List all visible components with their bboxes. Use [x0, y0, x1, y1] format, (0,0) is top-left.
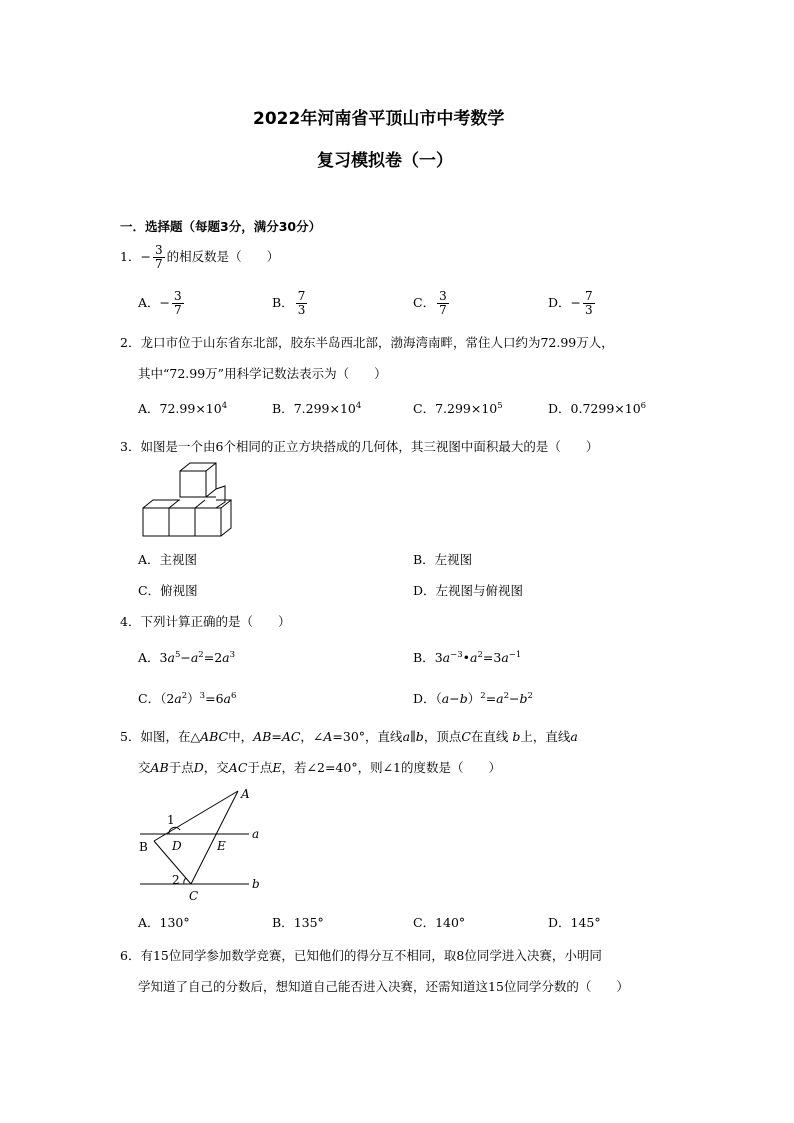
angle-2-arc	[184, 878, 186, 884]
q2-option-d[interactable]	[548, 403, 646, 416]
label-1: 1	[167, 813, 175, 827]
q1-option-a[interactable]	[138, 290, 186, 317]
option-label: B．	[272, 295, 294, 311]
option-value: 145°	[570, 915, 601, 930]
fraction-denominator: 7	[154, 257, 163, 271]
q3-option-c[interactable]: C．俯视图	[138, 583, 198, 598]
option-base: 0.7299×10	[570, 401, 641, 416]
option-value: 140°	[435, 915, 466, 930]
option-label: C．	[413, 295, 436, 311]
option-fraction	[437, 290, 449, 317]
title-line-1: 2022年河南省平顶山市中考数学	[253, 109, 505, 129]
question-2-line-1: 2．龙口市位于山东省东北部，胶东半岛西北部，渤海湾南畔，常住人口约为72.99万人，	[120, 335, 614, 350]
option-label: B．	[413, 650, 435, 665]
fraction-numerator: 3	[174, 289, 182, 303]
q5-option-a[interactable]	[138, 917, 190, 930]
option-exponent: 4	[355, 401, 362, 411]
option-label: C．	[413, 915, 436, 930]
option-base: 72.99×10	[159, 401, 222, 416]
option-base: 7.299×10	[293, 401, 356, 416]
cube-solid-figure	[138, 462, 238, 542]
option-value: 135°	[293, 915, 324, 930]
option-exponent: 6	[640, 401, 647, 411]
fraction-numerator: 3	[439, 289, 447, 303]
question-1-stem	[120, 244, 279, 271]
fraction-numerator: 7	[297, 289, 306, 303]
stem-text: 的相反数是（ ）	[166, 249, 280, 265]
question-2-line-2: 其中“72.99万”用科学记数法表示为（ ）	[138, 366, 387, 381]
fraction-denominator: 3	[585, 303, 593, 317]
option-label: A．	[138, 915, 160, 930]
option-label: B．	[272, 401, 294, 416]
label-C: C	[189, 889, 199, 903]
option-exponent: 4	[221, 401, 228, 411]
option-label: D．	[548, 401, 571, 416]
section-header: 一．选择题（每题3分，满分30分）	[120, 219, 322, 234]
q1-option-d[interactable]	[548, 290, 597, 317]
q2-option-a[interactable]	[138, 403, 227, 416]
question-number: 1．	[120, 249, 141, 265]
q2-option-b[interactable]	[272, 403, 361, 416]
q4-option-b[interactable]: B．$3a^{-3}•a^2=3a^{-1}$	[413, 650, 522, 665]
option-fraction	[296, 290, 308, 317]
option-label: A．	[138, 650, 160, 665]
option-value: 130°	[159, 915, 190, 930]
label-A: A	[241, 787, 250, 801]
q2-option-c[interactable]	[413, 403, 503, 416]
question-number: 5．	[120, 729, 141, 744]
label-B: B	[139, 840, 148, 854]
question-4-stem: 4．下列计算正确的是（ ）	[120, 614, 291, 629]
fraction-numerator: 7	[585, 289, 593, 303]
q4-option-c[interactable]: C．$(2a^2)^3=6a^6$	[138, 691, 237, 706]
q4-option-d[interactable]: D．$(a-b)^2=a^2-b^2$	[413, 691, 533, 706]
q4-option-a[interactable]: A．$3a^5-a^2=2a^3$	[138, 650, 236, 665]
question-6-line-1: 6．有15位同学参加数学竞赛，已知他们的得分互不相同，取8位同学进入决赛，小明同	[120, 948, 602, 963]
option-exponent: 5	[497, 401, 503, 411]
option-label: D．	[548, 915, 571, 930]
option-fraction	[583, 290, 595, 317]
question-6-line-2: 学知道了自己的分数后，想知道自己能否进入决赛，还需知道这15位同学分数的（ ）	[138, 979, 629, 994]
label-E: E	[217, 839, 226, 853]
fraction-denominator: 7	[174, 303, 182, 317]
option-label: B．	[272, 915, 294, 930]
q1-option-c[interactable]	[413, 290, 451, 317]
question-3-stem: 3．如图是一个由6个相同的正立方块搭成的几何体，其三视图中面积最大的是（ ）	[120, 439, 599, 454]
option-label: A．	[138, 401, 160, 416]
q1-option-b[interactable]	[272, 290, 309, 317]
q3-option-a[interactable]: A．主视图	[138, 552, 198, 567]
q5-option-b[interactable]	[272, 917, 324, 930]
option-sign: −	[159, 295, 171, 311]
option-label: D．	[413, 691, 436, 706]
q5-option-d[interactable]	[548, 917, 601, 930]
label-b: b	[252, 877, 260, 891]
option-base: 7.299×10	[435, 401, 498, 416]
label-a: a	[252, 827, 260, 841]
question-5-line-1: 5．如图，在△ABC中，AB=AC，∠A=30°，直线a∥b，顶点C在直线 b上，直线a	[120, 729, 578, 744]
fraction-denominator: 7	[439, 303, 447, 317]
question-5-line-2: 交AB于点D，交AC于点E，若∠2=40°，则∠1的度数是（ ）	[138, 760, 502, 775]
q3-option-d[interactable]: D．左视图与俯视图	[413, 583, 524, 598]
option-label: C．	[138, 691, 161, 706]
title-line-2: 复习模拟卷（一）	[317, 151, 453, 171]
option-sign: −	[570, 295, 582, 311]
q3-option-b[interactable]: B．左视图	[413, 552, 473, 567]
label-2: 2	[172, 873, 180, 887]
stem-sign: −	[140, 249, 151, 265]
label-D: D	[172, 839, 182, 853]
fraction-denominator: 3	[297, 303, 306, 317]
stem-fraction	[153, 244, 165, 271]
triangle-parallel-lines-figure	[132, 783, 272, 908]
option-label: D．	[548, 295, 571, 311]
option-fraction	[172, 290, 184, 317]
fraction-numerator: 3	[154, 243, 163, 257]
option-label: A．	[138, 295, 160, 311]
q5-option-c[interactable]	[413, 917, 465, 930]
option-label: C．	[413, 401, 436, 416]
